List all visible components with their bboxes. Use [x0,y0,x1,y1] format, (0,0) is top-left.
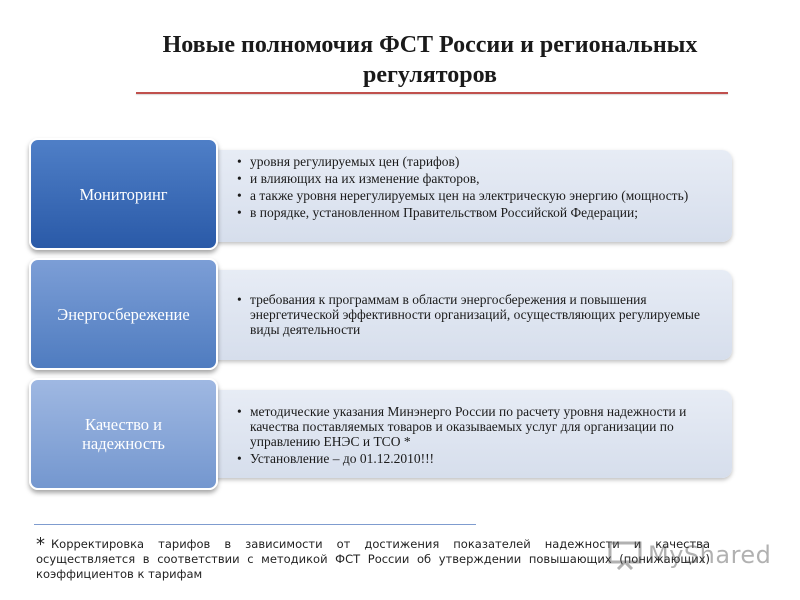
section-label: Качество и надежность [82,415,165,453]
section-quality-card [170,390,732,478]
section-monitoring-card [170,150,732,242]
section-monitoring-list [170,154,732,220]
list-item: • уровня регулируемых цен (тарифов) [250,154,724,169]
footnote-separator [34,524,476,525]
list-item: • и влияющих на их изменение факторов, [250,171,724,186]
title-underline [136,92,728,94]
list-item: • Установление – до 01.12.2010!!! [250,451,724,466]
section-energy-saving-tab [29,258,218,370]
page-title: Новые полномочия ФСТ России и региональных регуляторов [162,32,698,88]
section-monitoring-tab [29,138,218,250]
watermark-text: MyShared [648,541,772,569]
section-energy-saving-list [170,270,732,337]
section-quality-tab [29,378,218,490]
footnote-text: Корректировка тарифов в зависимости от достижения показателей надежности и качества осуществляется в соответствии с методикой ФСТ России об утверждении повышающих (понижающих) коэффициентов к тарифам [36,537,710,581]
section-energy-saving-card [170,270,732,360]
section-quality-list [170,390,732,466]
footnote-marker: * [36,534,45,555]
list-item: • а также уровня нерегулируемых цен на электрическую энергию (мощность) [250,188,724,203]
presentation-board-icon [608,540,642,570]
section-label: Мониторинг [79,184,168,204]
watermark [608,540,771,570]
section-label: Энергосбережение [57,304,190,324]
list-item: • в порядке, установленном Правительством Российской Федерации; [250,205,724,220]
list-item: • методические указания Минэнерго России по расчету уровня надежности и качества поставляемых товаров и оказываемых услуг для организации по управлению ЕНЭС и ТСО * [250,404,724,449]
list-item: • требования к программам в области энергосбережения и повышения энергетической эффективности организаций, осуществляющих регулируемые виды деятельности [250,292,724,337]
